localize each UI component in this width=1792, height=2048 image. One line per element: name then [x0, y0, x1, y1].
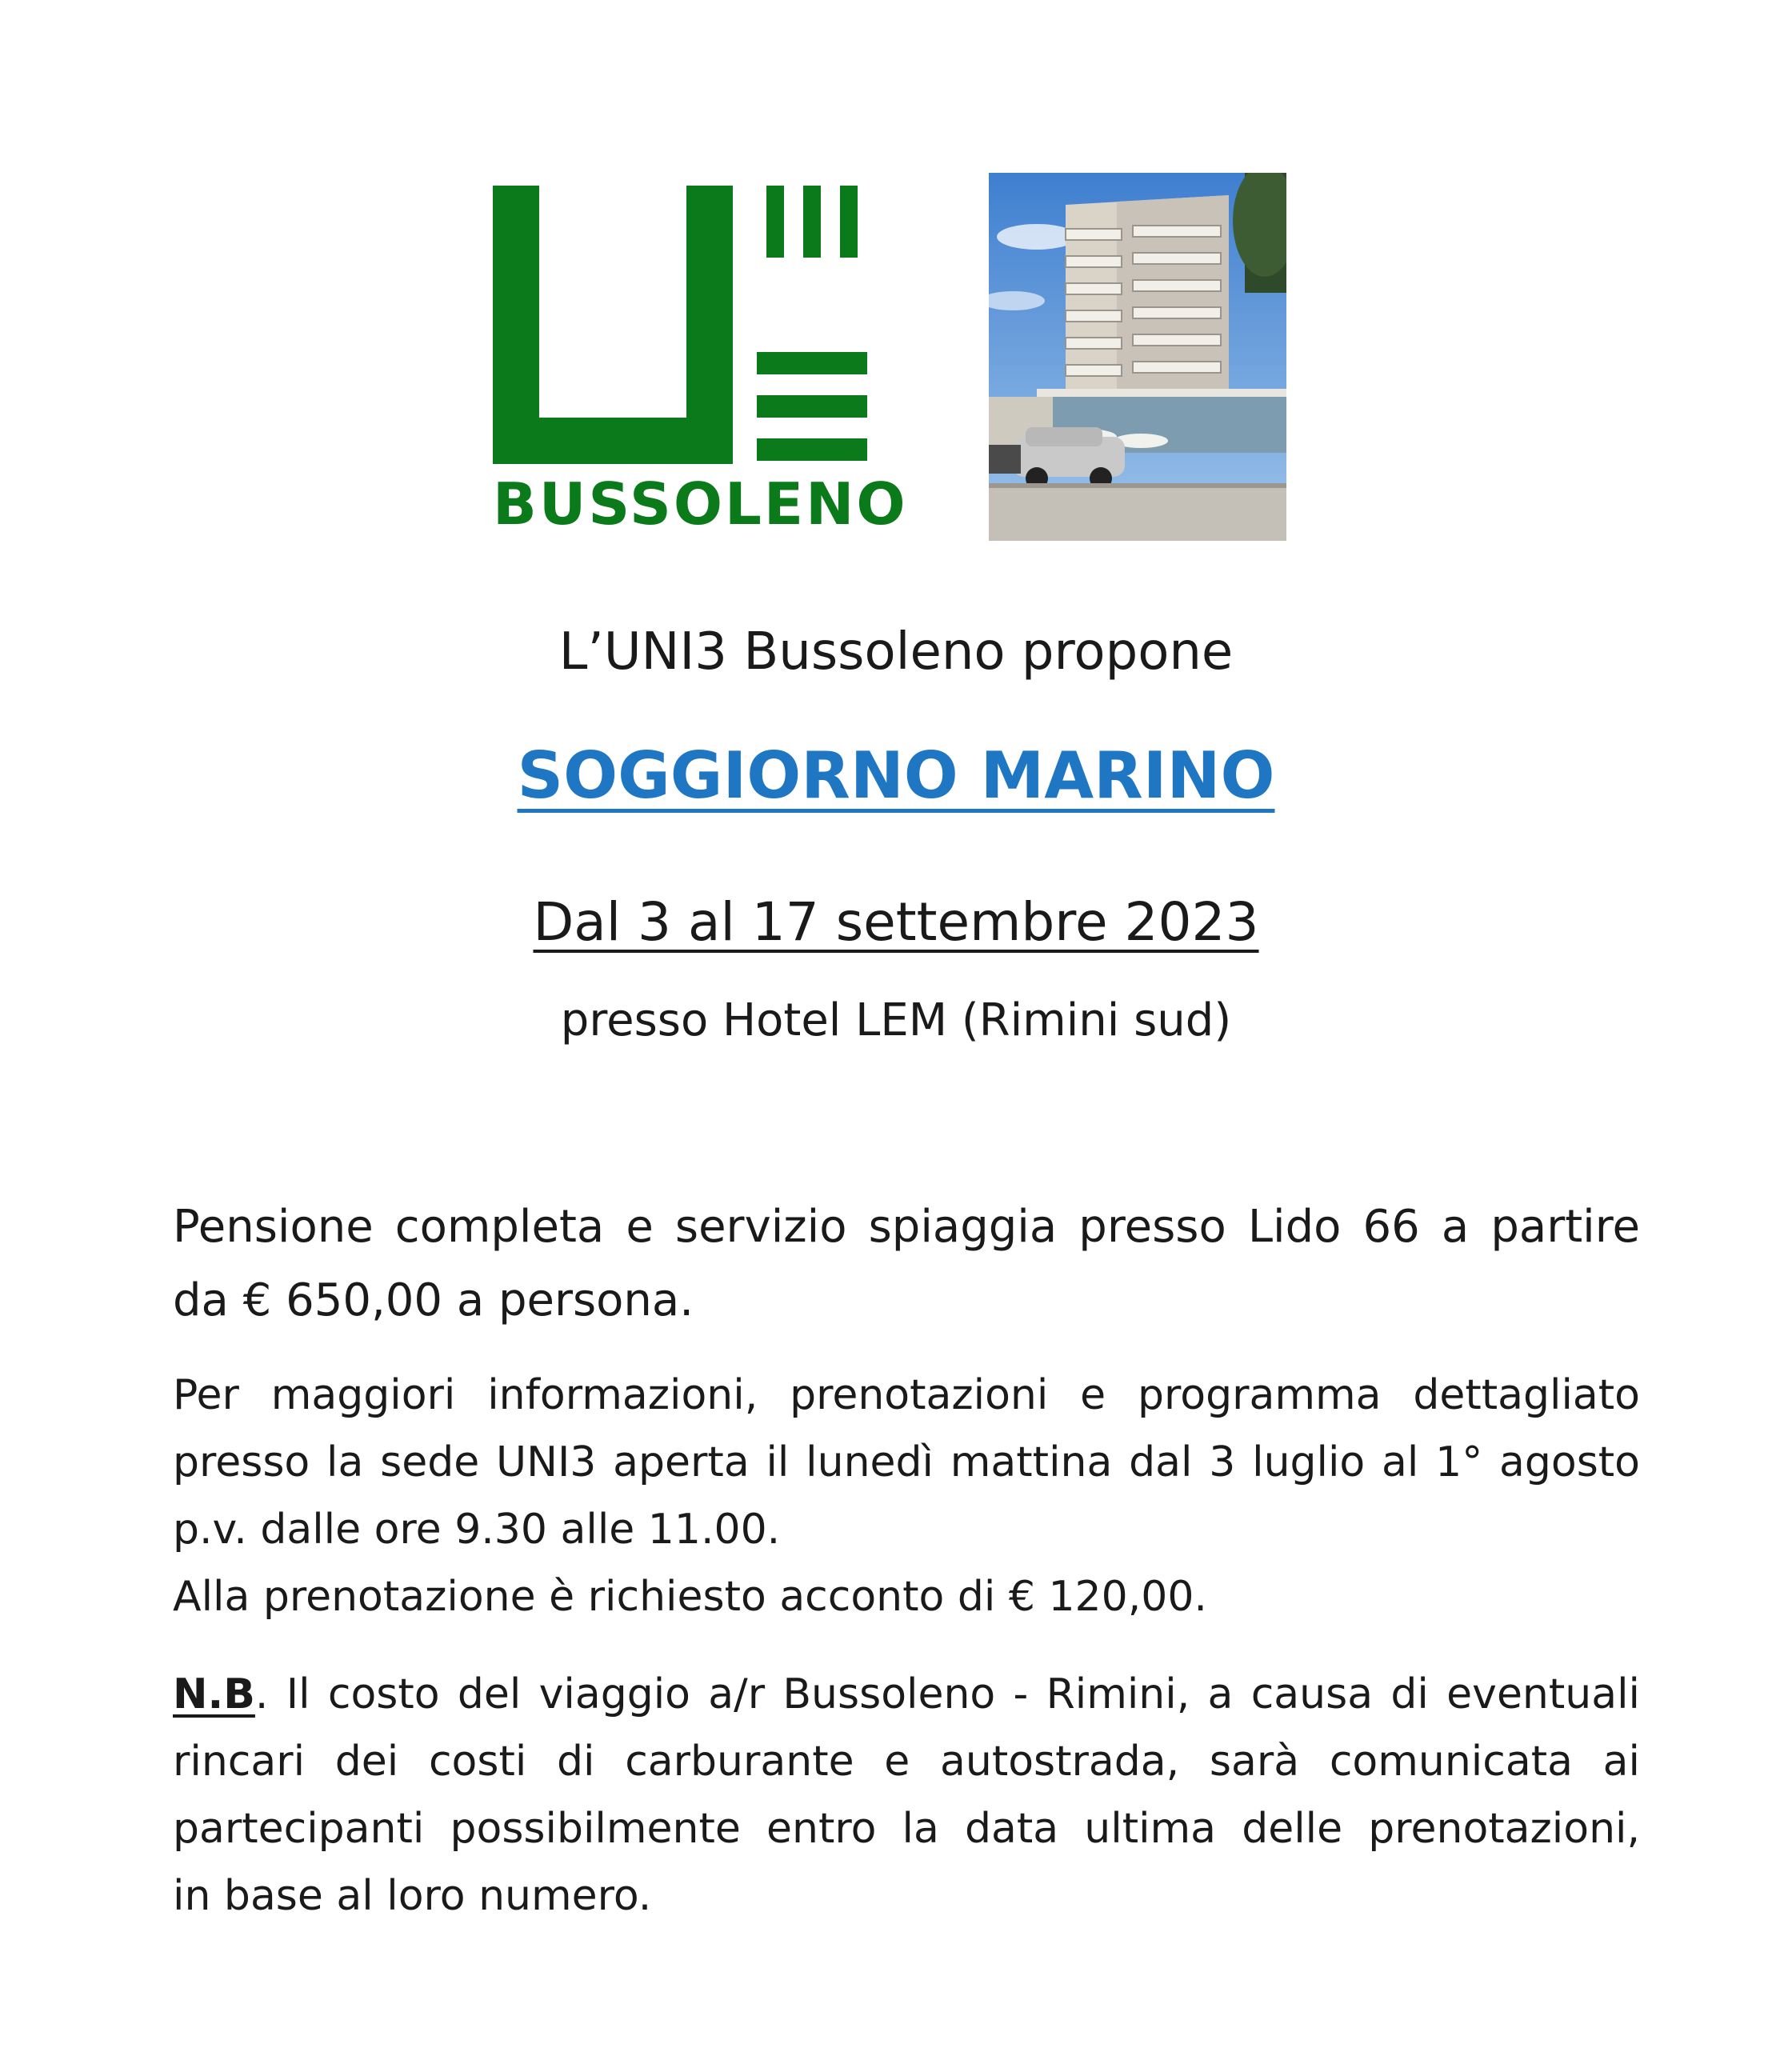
paragraph-price [173, 1190, 1640, 1338]
nb-line-text: . Il costo del viaggio a/r Bussoleno - Rimini, a causa di eventuali [254, 1670, 1640, 1718]
event-dates-text: Dal 3 al 17 settembre 2023 [533, 891, 1259, 953]
uni3-bussoleno-logo [493, 186, 908, 538]
paragraph-info [173, 1362, 1640, 1630]
logo-text: BUSSOLENO [493, 470, 908, 538]
paragraph-line: partecipanti possibilmente entro la data ultima delle prenotazioni, [173, 1805, 1640, 1853]
uni3-logo-mark-icon [493, 186, 893, 474]
paragraph-line: in base al loro numero. [173, 1872, 652, 1920]
paragraph-line: Per maggiori informazioni, prenotazioni e programma dettagliato [173, 1371, 1640, 1419]
paragraph-note [173, 1661, 1640, 1930]
intro-text: L’UNI3 Bussoleno propone [558, 622, 1234, 682]
paragraph-line: p.v. dalle ore 9.30 alle 11.00. [173, 1506, 781, 1554]
event-title-text: SOGGIORNO MARINO [517, 738, 1275, 813]
event-title [0, 738, 1792, 814]
paragraph-line: rincari dei costi di carburante e autostrada, sarà comunicata ai [173, 1738, 1640, 1786]
event-location: presso Hotel LEM (Rimini sud) [560, 994, 1232, 1046]
paragraph-line: da € 650,00 a persona. [173, 1274, 694, 1326]
paragraph-line: presso la sede UNI3 aperta il lunedì mattina dal 3 luglio al 1° agosto [173, 1438, 1640, 1486]
paragraph-line [173, 1661, 1640, 1728]
paragraph-line: Alla prenotazione è richiesto acconto di € 120,00. [173, 1573, 1207, 1621]
paragraph-line: Pensione completa e servizio spiaggia presso Lido 66 a partire [173, 1201, 1640, 1253]
event-dates [0, 890, 1792, 955]
hotel-building-image [989, 173, 1286, 541]
hotel-photo [989, 173, 1286, 541]
nb-label: N.B [173, 1670, 255, 1718]
